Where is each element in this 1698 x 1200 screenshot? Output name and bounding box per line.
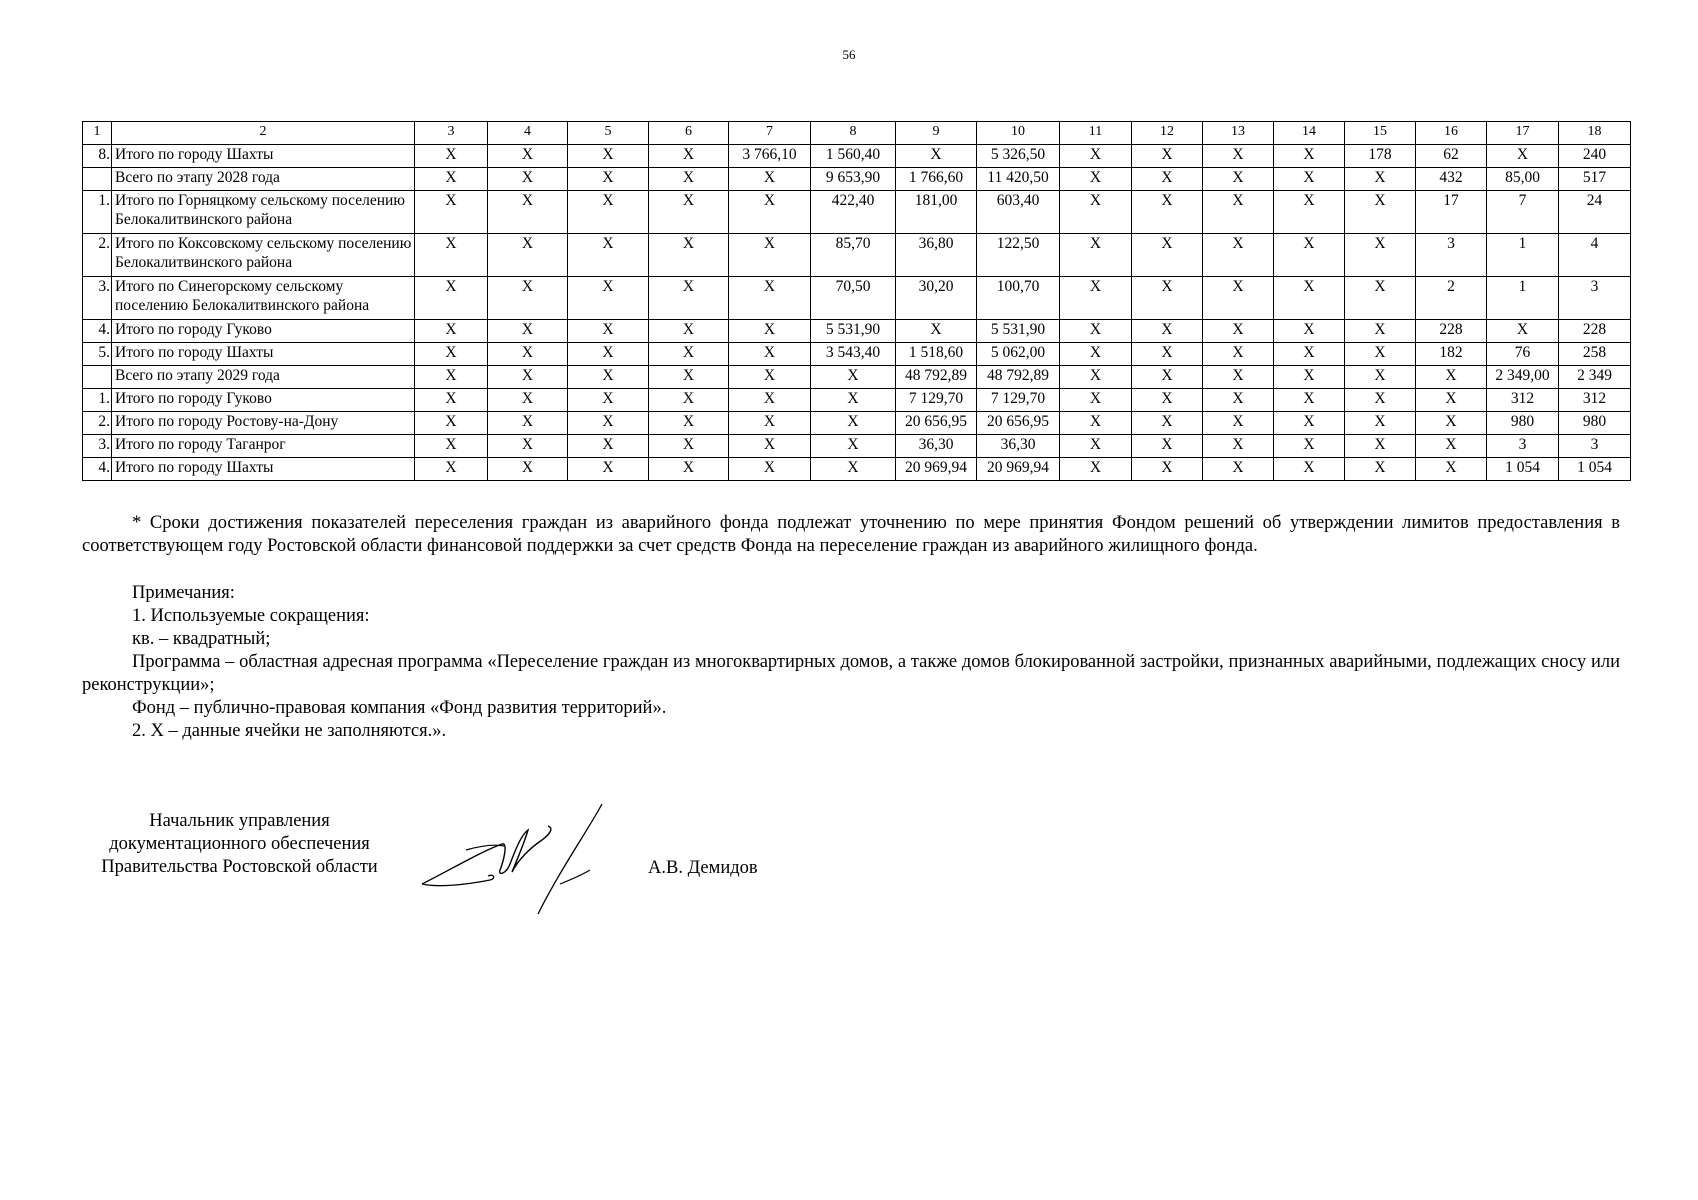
table-cell: 5 062,00 — [977, 343, 1060, 366]
table-cell: Х — [1274, 277, 1345, 320]
column-header: 16 — [1416, 122, 1487, 145]
table-cell: Х — [1416, 366, 1487, 389]
column-header: 3 — [415, 122, 488, 145]
table-cell: 1 — [1487, 277, 1559, 320]
table-cell: 3 766,10 — [729, 145, 811, 168]
column-header: 6 — [649, 122, 729, 145]
table-cell: Х — [1203, 412, 1274, 435]
table-cell: 122,50 — [977, 234, 1060, 277]
page-number: 56 — [842, 47, 856, 62]
abbreviation-kv: кв. – квадратный; — [132, 629, 271, 649]
column-header: 11 — [1060, 122, 1132, 145]
table-cell: Х — [1274, 435, 1345, 458]
row-number-cell: 2. — [83, 234, 112, 277]
footnote: * Сроки достижения показателей переселения граждан из аварийного фонда подлежат уточнению по мере принятия Фондом решений об утверждении лимитов предоставления в соответствующем году Ростовской области финансовой поддержки за счет средств Фонда на переселение граждан из аварийного жилищного фонда. — [82, 513, 1620, 556]
table-cell: Х — [649, 343, 729, 366]
column-header: 10 — [977, 122, 1060, 145]
row-number-cell: 5. — [83, 343, 112, 366]
data-table — [82, 121, 1631, 481]
table-row — [83, 343, 1631, 366]
table-cell: Х — [488, 389, 568, 412]
table-cell: Х — [415, 366, 488, 389]
table-row — [83, 277, 1631, 320]
row-number-cell: 3. — [83, 435, 112, 458]
table-cell: Х — [1345, 366, 1416, 389]
table-row — [83, 435, 1631, 458]
table-cell: 980 — [1559, 412, 1631, 435]
signatory-title-line-1: Начальник управления — [149, 811, 330, 831]
table-cell: Х — [1416, 389, 1487, 412]
row-label-cell: Итого по городу Гуково — [112, 389, 415, 412]
table-cell: 1 560,40 — [811, 145, 896, 168]
table-cell: 5 531,90 — [977, 320, 1060, 343]
column-header: 17 — [1487, 122, 1559, 145]
table-cell: Х — [1203, 145, 1274, 168]
row-label-cell: Итого по городу Таганрог — [112, 435, 415, 458]
table-cell: Х — [1132, 277, 1203, 320]
table-cell: Х — [1060, 320, 1132, 343]
table-cell: Х — [568, 458, 649, 481]
table-cell: 9 653,90 — [811, 168, 896, 191]
row-label-cell: Итого по Синегорскому сельскому поселению Белокалитвинского района — [112, 277, 415, 320]
table-cell: Х — [415, 145, 488, 168]
table-cell: Х — [568, 412, 649, 435]
column-header: 8 — [811, 122, 896, 145]
column-header: 5 — [568, 122, 649, 145]
row-number-cell: 8. — [83, 145, 112, 168]
table-cell: Х — [488, 277, 568, 320]
table-cell: Х — [1203, 168, 1274, 191]
table-cell: Х — [1060, 145, 1132, 168]
table-cell: 20 656,95 — [977, 412, 1060, 435]
table-cell: 5 531,90 — [811, 320, 896, 343]
table-cell: Х — [1060, 389, 1132, 412]
table-cell: 24 — [1559, 191, 1631, 234]
table-cell: Х — [1203, 389, 1274, 412]
table-cell: Х — [415, 412, 488, 435]
signatory-name: А.В. Демидов — [648, 858, 758, 878]
table-cell: 422,40 — [811, 191, 896, 234]
table-cell: Х — [811, 435, 896, 458]
table-cell: Х — [415, 389, 488, 412]
table-row — [83, 366, 1631, 389]
table-cell: Х — [1060, 343, 1132, 366]
table-cell: 85,00 — [1487, 168, 1559, 191]
table-cell: 20 969,94 — [896, 458, 977, 481]
table-cell: Х — [415, 343, 488, 366]
table-cell: Х — [649, 145, 729, 168]
table-cell: 7 129,70 — [977, 389, 1060, 412]
table-cell: 432 — [1416, 168, 1487, 191]
table-cell: Х — [1274, 412, 1345, 435]
row-number-cell — [83, 366, 112, 389]
table-cell: Х — [568, 320, 649, 343]
table-cell: Х — [415, 277, 488, 320]
table-cell: Х — [1274, 320, 1345, 343]
table-cell: Х — [729, 320, 811, 343]
table-cell: Х — [415, 191, 488, 234]
table-cell: 5 326,50 — [977, 145, 1060, 168]
table-row — [83, 191, 1631, 234]
table-cell: Х — [649, 234, 729, 277]
table-cell: Х — [415, 168, 488, 191]
row-number-cell: 3. — [83, 277, 112, 320]
table-cell: 20 656,95 — [896, 412, 977, 435]
table-cell: Х — [1416, 412, 1487, 435]
table-cell: 76 — [1487, 343, 1559, 366]
table-cell: 312 — [1559, 389, 1631, 412]
table-cell: Х — [649, 366, 729, 389]
table-cell: Х — [811, 412, 896, 435]
column-header: 7 — [729, 122, 811, 145]
row-label-cell: Итого по городу Шахты — [112, 145, 415, 168]
table-cell: Х — [729, 168, 811, 191]
table-cell: 181,00 — [896, 191, 977, 234]
table-cell: 36,30 — [896, 435, 977, 458]
table-cell: 17 — [1416, 191, 1487, 234]
table-cell: Х — [1345, 168, 1416, 191]
table-cell: Х — [568, 277, 649, 320]
table-cell: Х — [1203, 277, 1274, 320]
column-header: 13 — [1203, 122, 1274, 145]
table-cell: Х — [1416, 458, 1487, 481]
table-cell: 1 054 — [1559, 458, 1631, 481]
table-cell: Х — [1132, 435, 1203, 458]
table-cell: Х — [568, 435, 649, 458]
table-cell: Х — [1274, 234, 1345, 277]
column-header: 9 — [896, 122, 977, 145]
table-cell: Х — [1132, 145, 1203, 168]
column-header: 15 — [1345, 122, 1416, 145]
table-cell: Х — [1274, 191, 1345, 234]
table-cell: 3 — [1487, 435, 1559, 458]
table-cell: Х — [1274, 389, 1345, 412]
row-number-cell — [83, 168, 112, 191]
row-label-cell: Итого по Коксовскому сельскому поселению Белокалитвинского района — [112, 234, 415, 277]
table-cell: 3 543,40 — [811, 343, 896, 366]
table-cell: Х — [415, 234, 488, 277]
table-row — [83, 168, 1631, 191]
table-cell: Х — [1203, 435, 1274, 458]
table-cell: Х — [729, 389, 811, 412]
handwritten-signature — [420, 800, 610, 915]
table-cell: Х — [729, 277, 811, 320]
table-cell: Х — [1060, 234, 1132, 277]
table-cell: Х — [649, 191, 729, 234]
table-cell: 48 792,89 — [977, 366, 1060, 389]
table-cell: 36,30 — [977, 435, 1060, 458]
table-cell: Х — [1132, 168, 1203, 191]
table-cell: Х — [568, 145, 649, 168]
table-cell: Х — [1060, 168, 1132, 191]
table-row — [83, 458, 1631, 481]
table-cell: 4 — [1559, 234, 1631, 277]
table-cell: Х — [1203, 234, 1274, 277]
table-cell: Х — [1132, 412, 1203, 435]
table-cell: 240 — [1559, 145, 1631, 168]
table-cell: Х — [649, 458, 729, 481]
table-cell: Х — [1345, 389, 1416, 412]
table-cell: 178 — [1345, 145, 1416, 168]
table-cell: Х — [488, 320, 568, 343]
signatory-title-line-3: Правительства Ростовской области — [101, 857, 378, 877]
table-cell: Х — [488, 343, 568, 366]
table-cell: Х — [1345, 320, 1416, 343]
table-cell: Х — [729, 366, 811, 389]
column-header: 14 — [1274, 122, 1345, 145]
table-cell: 7 129,70 — [896, 389, 977, 412]
table-cell: 20 969,94 — [977, 458, 1060, 481]
table-cell: Х — [1060, 191, 1132, 234]
table-cell: Х — [1060, 458, 1132, 481]
row-number-cell: 1. — [83, 191, 112, 234]
column-header: 2 — [112, 122, 415, 145]
table-cell: 1 766,60 — [896, 168, 977, 191]
row-number-cell: 4. — [83, 320, 112, 343]
table-cell: Х — [1345, 458, 1416, 481]
table-cell: 2 — [1416, 277, 1487, 320]
table-cell: Х — [811, 458, 896, 481]
table-cell: Х — [1274, 343, 1345, 366]
table-cell: 258 — [1559, 343, 1631, 366]
table-cell: Х — [1132, 191, 1203, 234]
table-cell: Х — [1345, 191, 1416, 234]
table-cell: 3 — [1559, 277, 1631, 320]
table-row — [83, 234, 1631, 277]
row-label-cell: Итого по городу Гуково — [112, 320, 415, 343]
table-cell: 100,70 — [977, 277, 1060, 320]
table-cell: Х — [811, 366, 896, 389]
table-cell: 3 — [1416, 234, 1487, 277]
table-cell: Х — [1060, 277, 1132, 320]
table-cell: Х — [1132, 343, 1203, 366]
table-cell: Х — [488, 168, 568, 191]
table-cell: Х — [488, 412, 568, 435]
abbreviation-program: Программа – областная адресная программа «Переселение граждан из многоквартирных домов, а также домов блокированной застройки, признанных аварийными, подлежащих сносу или реконструкции»; — [82, 652, 1620, 695]
table-cell: 517 — [1559, 168, 1631, 191]
table-cell: Х — [488, 145, 568, 168]
column-header: 18 — [1559, 122, 1631, 145]
row-label-cell: Всего по этапу 2029 года — [112, 366, 415, 389]
table-cell: Х — [568, 343, 649, 366]
table-cell: Х — [649, 389, 729, 412]
table-cell: Х — [649, 412, 729, 435]
table-cell: 48 792,89 — [896, 366, 977, 389]
table-cell: Х — [1203, 366, 1274, 389]
table-cell: Х — [488, 435, 568, 458]
table-cell: Х — [1274, 366, 1345, 389]
table-cell: 3 — [1559, 435, 1631, 458]
table-cell: 2 349,00 — [1487, 366, 1559, 389]
table-cell: Х — [729, 412, 811, 435]
table-cell: 1 054 — [1487, 458, 1559, 481]
table-cell: Х — [1060, 412, 1132, 435]
table-cell: 1 — [1487, 234, 1559, 277]
table-cell: 228 — [1559, 320, 1631, 343]
table-cell: Х — [1060, 366, 1132, 389]
table-cell: Х — [1203, 458, 1274, 481]
table-cell: 2 349 — [1559, 366, 1631, 389]
table-cell: 30,20 — [896, 277, 977, 320]
table-cell: Х — [1132, 366, 1203, 389]
table-cell: 228 — [1416, 320, 1487, 343]
table-cell: Х — [415, 320, 488, 343]
table-cell: 7 — [1487, 191, 1559, 234]
row-label-cell: Итого по Горняцкому сельскому поселению Белокалитвинского района — [112, 191, 415, 234]
table-cell: 1 518,60 — [896, 343, 977, 366]
table-cell: Х — [1132, 389, 1203, 412]
row-number-cell: 1. — [83, 389, 112, 412]
table-cell: Х — [729, 234, 811, 277]
table-cell: Х — [415, 435, 488, 458]
table-row — [83, 389, 1631, 412]
table-cell: Х — [896, 145, 977, 168]
table-cell: Х — [1203, 320, 1274, 343]
table-cell: Х — [729, 191, 811, 234]
table-cell: Х — [729, 435, 811, 458]
table-row — [83, 412, 1631, 435]
abbreviation-fund: Фонд – публично-правовая компания «Фонд развития территорий». — [132, 698, 667, 718]
table-cell: Х — [649, 320, 729, 343]
table-cell: Х — [649, 435, 729, 458]
table-cell: Х — [1274, 168, 1345, 191]
table-row — [83, 320, 1631, 343]
row-label-cell: Всего по этапу 2028 года — [112, 168, 415, 191]
table-cell: 603,40 — [977, 191, 1060, 234]
row-label-cell: Итого по городу Шахты — [112, 458, 415, 481]
table-cell: Х — [729, 458, 811, 481]
table-row — [83, 145, 1631, 168]
table-cell: Х — [729, 343, 811, 366]
table-cell: Х — [649, 168, 729, 191]
table-cell: Х — [649, 277, 729, 320]
table-cell: Х — [1132, 234, 1203, 277]
table-cell: Х — [488, 366, 568, 389]
table-cell: 980 — [1487, 412, 1559, 435]
notes-item-2: 2. Х – данные ячейки не заполняются.». — [132, 721, 447, 741]
table-cell: 182 — [1416, 343, 1487, 366]
table-cell: Х — [568, 366, 649, 389]
table-cell: Х — [488, 234, 568, 277]
signatory-title — [82, 810, 397, 879]
column-header: 4 — [488, 122, 568, 145]
table-cell: 70,50 — [811, 277, 896, 320]
table-cell: Х — [1060, 435, 1132, 458]
table-cell: Х — [568, 191, 649, 234]
table-cell: Х — [811, 389, 896, 412]
table-cell: Х — [1416, 435, 1487, 458]
table-cell: 11 420,50 — [977, 168, 1060, 191]
table-cell: Х — [568, 389, 649, 412]
row-number-cell: 2. — [83, 412, 112, 435]
row-number-cell: 4. — [83, 458, 112, 481]
table-cell: 85,70 — [811, 234, 896, 277]
table-cell: Х — [1274, 458, 1345, 481]
table-cell: Х — [1487, 320, 1559, 343]
row-label-cell: Итого по городу Ростову-на-Дону — [112, 412, 415, 435]
table-cell: Х — [896, 320, 977, 343]
table-cell: Х — [568, 168, 649, 191]
notes-item-1: 1. Используемые сокращения: — [132, 606, 370, 626]
table-cell: Х — [1345, 412, 1416, 435]
column-header: 12 — [1132, 122, 1203, 145]
table-header-row — [83, 122, 1631, 145]
table-cell: Х — [488, 458, 568, 481]
table-cell: 312 — [1487, 389, 1559, 412]
table-cell: Х — [1487, 145, 1559, 168]
notes-title: Примечания: — [132, 583, 235, 603]
signatory-title-line-2: документационного обеспечения — [109, 834, 370, 854]
table-cell: Х — [568, 234, 649, 277]
table-cell: Х — [1274, 145, 1345, 168]
table-cell: Х — [1345, 277, 1416, 320]
table-cell: Х — [1345, 435, 1416, 458]
table-cell: Х — [1132, 458, 1203, 481]
column-header: 1 — [83, 122, 112, 145]
table-cell: Х — [1345, 234, 1416, 277]
table-cell: Х — [1132, 320, 1203, 343]
table-cell: Х — [1203, 343, 1274, 366]
row-label-cell: Итого по городу Шахты — [112, 343, 415, 366]
table-cell: Х — [1203, 191, 1274, 234]
table-cell: 62 — [1416, 145, 1487, 168]
table-cell: Х — [415, 458, 488, 481]
table-cell: 36,80 — [896, 234, 977, 277]
table-cell: Х — [488, 191, 568, 234]
table-cell: Х — [1345, 343, 1416, 366]
